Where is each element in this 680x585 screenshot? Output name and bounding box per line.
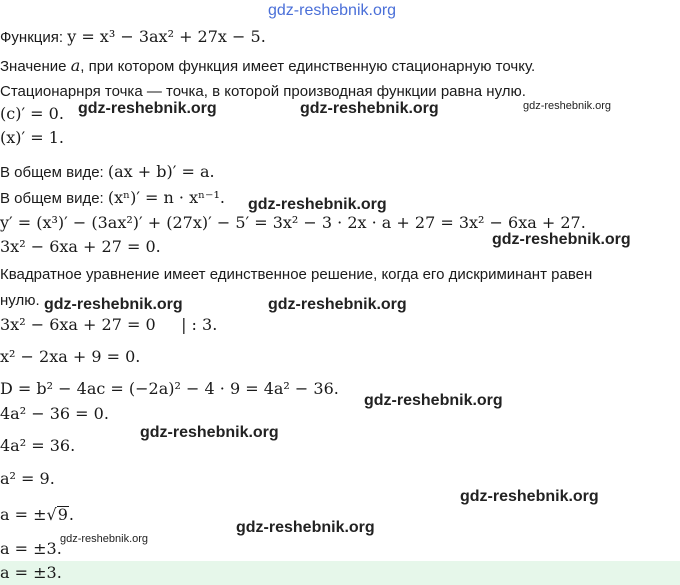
line-a2: a² = 9. [0, 469, 55, 488]
answer-highlight [0, 561, 680, 585]
line-general-linear: В общем виде: (ax + b)′ = a. [0, 162, 215, 181]
line-general-power: В общем виде: (xⁿ)′ = n · xⁿ⁻¹. [0, 188, 225, 207]
watermark: gdz-reshebnik.org [44, 296, 183, 313]
line-discriminant-note-end: нулю. [0, 292, 40, 309]
watermark: gdz-reshebnik.org [364, 392, 503, 409]
radicand: 9 [57, 505, 68, 524]
line-reduced: x² − 2xa + 9 = 0. [0, 347, 141, 366]
line-divide: 3x² − 6xa + 27 = 0 | : 3. [0, 315, 218, 334]
line-result: a = ±3. [0, 539, 62, 558]
line-derivative-const: (c)′ = 0. [0, 104, 64, 123]
line-discriminant-note: Квадратное уравнение имеет единственное решение, когда его дискриминант равен [0, 266, 593, 283]
line-answer: a = ±3. [0, 563, 62, 582]
line-derivative-full: y′ = (x³)′ − (3ax²)′ + (27x)′ − 5′ = 3x² − 3 · 2x · a + 27 = 3x² − 6xa + 27. [0, 213, 586, 232]
watermark: gdz-reshebnik.org [523, 100, 612, 112]
watermark: gdz-reshebnik.org [236, 519, 375, 536]
watermark: gdz-reshebnik.org [78, 100, 217, 117]
line-4a2: 4a² = 36. [0, 436, 76, 455]
watermark-top: gdz-reshebnik.org [268, 2, 397, 19]
line-derivative-x: (x)′ = 1. [0, 128, 64, 147]
watermark: gdz-reshebnik.org [492, 231, 631, 248]
watermark: gdz-reshebnik.org [268, 296, 407, 313]
watermark: gdz-reshebnik.org [140, 424, 279, 441]
line-equation: 3x² − 6xa + 27 = 0. [0, 237, 161, 256]
watermark: gdz-reshebnik.org [460, 488, 599, 505]
watermark: gdz-reshebnik.org [300, 100, 439, 117]
line-function: Функция: y = x³ − 3ax² + 27x − 5. [0, 27, 266, 46]
line-definition: Стационарнря точка — точка, в которой производная функции равна нулю. [0, 83, 526, 100]
line-sqrt: a = ±√9. [0, 505, 75, 524]
line-condition: Значение a, при котором функция имеет единственную стационарную точку. [0, 56, 536, 75]
watermark: gdz-reshebnik.org [60, 533, 149, 545]
line-d-zero: 4a² − 36 = 0. [0, 404, 109, 423]
watermark: gdz-reshebnik.org [248, 196, 387, 213]
line-discriminant: D = b² − 4ac = (−2a)² − 4 · 9 = 4a² − 36. [0, 379, 339, 398]
